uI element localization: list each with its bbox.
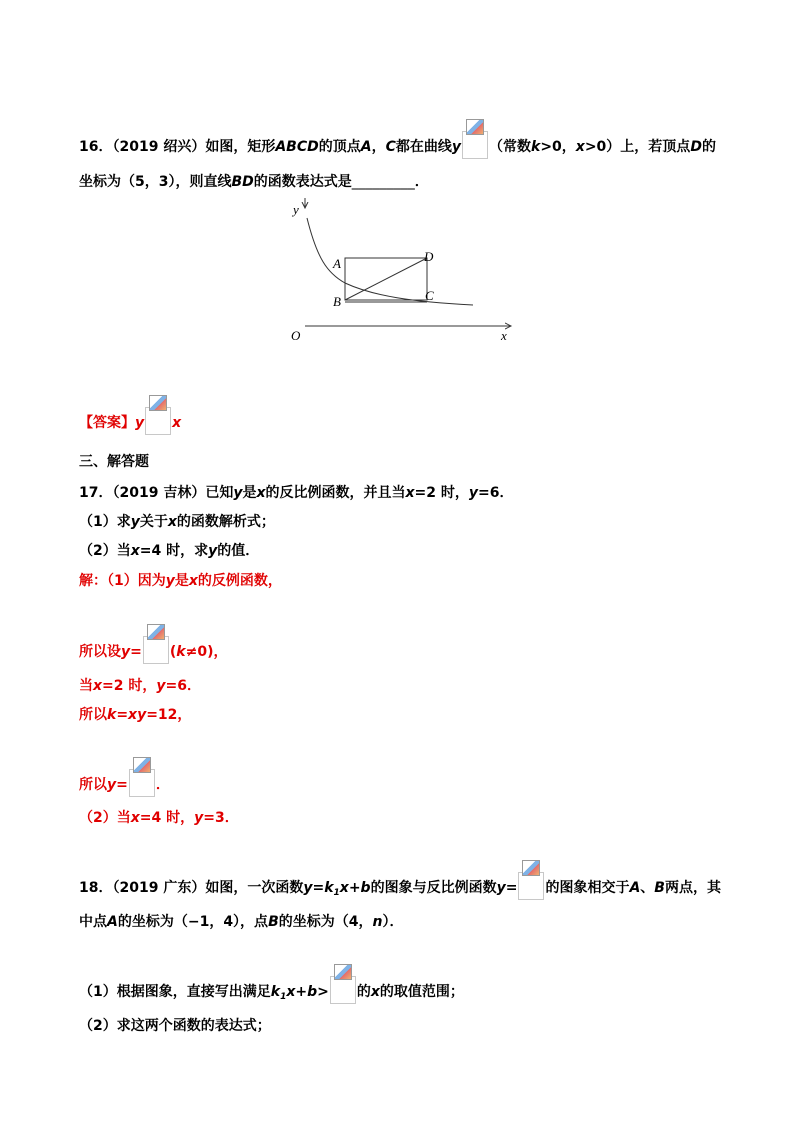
text: 的值． bbox=[217, 543, 260, 559]
label-b: B bbox=[333, 294, 341, 309]
var-x: x bbox=[256, 485, 266, 501]
q17-stem bbox=[79, 483, 514, 503]
formula-image-placeholder bbox=[518, 860, 544, 900]
text: + bbox=[348, 880, 361, 896]
hyperbola-curve bbox=[307, 218, 473, 305]
text: 的坐标为（−1，4），点 bbox=[117, 914, 269, 930]
q18-line1 bbox=[79, 860, 721, 903]
subscript: 1 bbox=[280, 992, 287, 1002]
var-x: x bbox=[286, 984, 296, 1000]
answer-blank: _________ bbox=[351, 174, 415, 190]
q18-part1 bbox=[79, 964, 464, 1007]
answer-label: 【答案】 bbox=[79, 415, 135, 431]
q17-part1 bbox=[79, 512, 275, 532]
text: + bbox=[295, 984, 308, 1000]
text: 所以设 bbox=[79, 644, 121, 660]
q17-solution-1 bbox=[79, 571, 282, 591]
var-y: y bbox=[165, 573, 175, 589]
text: ． bbox=[155, 777, 170, 793]
var-y: y bbox=[303, 880, 313, 896]
text: 所以 bbox=[79, 777, 107, 793]
var-b: B bbox=[268, 914, 279, 930]
text: ( bbox=[169, 644, 177, 660]
label-o: O bbox=[291, 328, 301, 343]
text: 坐标为（5，3），则直线 bbox=[79, 174, 232, 190]
var-x: x bbox=[575, 139, 585, 155]
q16-line2 bbox=[79, 172, 429, 192]
var-x: x bbox=[93, 678, 103, 694]
broken-image-icon bbox=[149, 395, 167, 411]
text: （1）根据图象，直接写出满足 bbox=[79, 984, 271, 1000]
text: =12， bbox=[146, 707, 192, 723]
q17-solution-6 bbox=[79, 808, 239, 828]
text: 的函数解析式； bbox=[176, 514, 275, 530]
var-n: n bbox=[372, 914, 383, 930]
var-c: C bbox=[385, 139, 396, 155]
text: =3． bbox=[203, 810, 239, 826]
text: 的图象相交于 bbox=[545, 880, 630, 896]
var-y: y bbox=[233, 485, 243, 501]
broken-image-icon bbox=[466, 119, 484, 135]
label-x: x bbox=[501, 328, 507, 343]
var-x: x bbox=[167, 514, 177, 530]
text: >0， bbox=[540, 139, 576, 155]
text: 的函数表达式是 bbox=[253, 174, 352, 190]
text: （1）求 bbox=[79, 514, 131, 530]
section-title: 三、解答题 bbox=[79, 454, 149, 470]
text: 两点，其 bbox=[664, 880, 721, 896]
var-b: B bbox=[654, 880, 665, 896]
text: 关于 bbox=[139, 514, 168, 530]
label-c: C bbox=[425, 288, 434, 303]
text: ． bbox=[414, 174, 429, 190]
text: = bbox=[116, 707, 129, 723]
text: 是 bbox=[242, 485, 257, 501]
text: = bbox=[312, 880, 325, 896]
text: = bbox=[505, 880, 518, 896]
text: =6． bbox=[478, 485, 514, 501]
diagonal-bd bbox=[345, 258, 427, 300]
text: （2）当 bbox=[79, 810, 131, 826]
broken-image-icon bbox=[133, 757, 151, 773]
text: 的 bbox=[701, 139, 716, 155]
text: 的 bbox=[356, 984, 371, 1000]
label-d: D bbox=[424, 249, 434, 264]
text: 、 bbox=[640, 880, 655, 896]
formula-image-placeholder bbox=[462, 119, 488, 159]
text: ≠0)， bbox=[185, 644, 228, 660]
var-y: y bbox=[121, 644, 131, 660]
text: 都在曲线 bbox=[395, 139, 452, 155]
text: =4 时， bbox=[139, 810, 195, 826]
var-k: k bbox=[270, 984, 281, 1000]
var-a: A bbox=[107, 914, 118, 930]
var-d: D bbox=[690, 139, 702, 155]
label-y: y bbox=[293, 202, 299, 217]
var-k: k bbox=[531, 139, 541, 155]
subscript: 1 bbox=[333, 888, 340, 898]
q17-part2 bbox=[79, 541, 259, 561]
var-k: k bbox=[107, 707, 117, 723]
var-x: x bbox=[172, 415, 182, 431]
text: = bbox=[130, 644, 142, 660]
var-y: y bbox=[156, 678, 166, 694]
var-y: y bbox=[194, 810, 204, 826]
text: =2 时， bbox=[414, 485, 469, 501]
formula-image-placeholder bbox=[330, 964, 356, 1004]
formula-image-placeholder bbox=[129, 757, 155, 797]
text: 所以 bbox=[79, 707, 107, 723]
text: 17．（2019 吉林）已知 bbox=[79, 485, 234, 501]
text: （2）当 bbox=[79, 543, 131, 559]
text: （常数 bbox=[489, 139, 531, 155]
var-k: k bbox=[176, 644, 186, 660]
q16-figure bbox=[283, 198, 523, 348]
var-abcd: ABCD bbox=[275, 139, 319, 155]
broken-image-icon bbox=[147, 624, 165, 640]
formula-image-placeholder bbox=[143, 624, 169, 664]
var-a: A bbox=[629, 880, 641, 896]
text: = bbox=[116, 777, 128, 793]
q17-solution-4 bbox=[79, 705, 191, 725]
text: =4 时，求 bbox=[139, 543, 209, 559]
var-x: x bbox=[188, 573, 198, 589]
var-y: y bbox=[135, 415, 145, 431]
broken-image-icon bbox=[334, 964, 352, 980]
var-y: y bbox=[130, 514, 140, 530]
text: 的顶点 bbox=[318, 139, 361, 155]
text: 当 bbox=[79, 678, 93, 694]
var-x: x bbox=[405, 485, 415, 501]
var-y: y bbox=[451, 139, 461, 155]
var-x: x bbox=[130, 543, 140, 559]
var-y: y bbox=[107, 777, 117, 793]
text: ）． bbox=[382, 914, 404, 930]
var-y: y bbox=[468, 485, 479, 501]
q16-answer bbox=[79, 395, 181, 435]
q18-part2 bbox=[79, 1016, 271, 1036]
var-a: A bbox=[360, 139, 372, 155]
text: >0）上，若顶点 bbox=[584, 139, 691, 155]
text: > bbox=[317, 984, 329, 1000]
text: 的反比例函数，并且当 bbox=[265, 485, 406, 501]
text: =6． bbox=[165, 678, 202, 694]
var-k: k bbox=[324, 880, 334, 896]
q17-solution-3 bbox=[79, 676, 201, 696]
text: 的反例函数， bbox=[197, 573, 282, 589]
q16-line1 bbox=[79, 119, 716, 159]
broken-image-icon bbox=[522, 860, 540, 876]
q17-solution-2 bbox=[79, 624, 227, 664]
var-xy: xy bbox=[128, 707, 147, 723]
text: 是 bbox=[174, 573, 189, 589]
var-y: y bbox=[208, 543, 218, 559]
text: （2）求这两个函数的表达式； bbox=[79, 1018, 271, 1034]
var-b: b bbox=[307, 984, 318, 1000]
text: 的坐标为（4， bbox=[278, 914, 373, 930]
text: ， bbox=[371, 139, 386, 155]
formula-image-placeholder bbox=[145, 395, 171, 435]
text: 的取值范围； bbox=[379, 984, 464, 1000]
text: 的图象与反比例函数 bbox=[370, 880, 497, 896]
var-b: b bbox=[360, 880, 371, 896]
text: 解：（1）因为 bbox=[79, 573, 166, 589]
q17-solution-5 bbox=[79, 757, 170, 797]
var-x: x bbox=[130, 810, 140, 826]
text: 18．（2019 广东）如图，一次函数 bbox=[79, 880, 304, 896]
q16-number: 16．（2019 绍兴）如图，矩形 bbox=[79, 139, 276, 155]
var-y: y bbox=[496, 880, 506, 896]
var-x: x bbox=[370, 984, 380, 1000]
var-bd: BD bbox=[231, 174, 254, 190]
text: 中点 bbox=[79, 914, 107, 930]
label-a: A bbox=[333, 256, 341, 271]
text: =2 时， bbox=[102, 678, 157, 694]
var-x: x bbox=[339, 880, 349, 896]
q18-line2 bbox=[79, 912, 403, 932]
